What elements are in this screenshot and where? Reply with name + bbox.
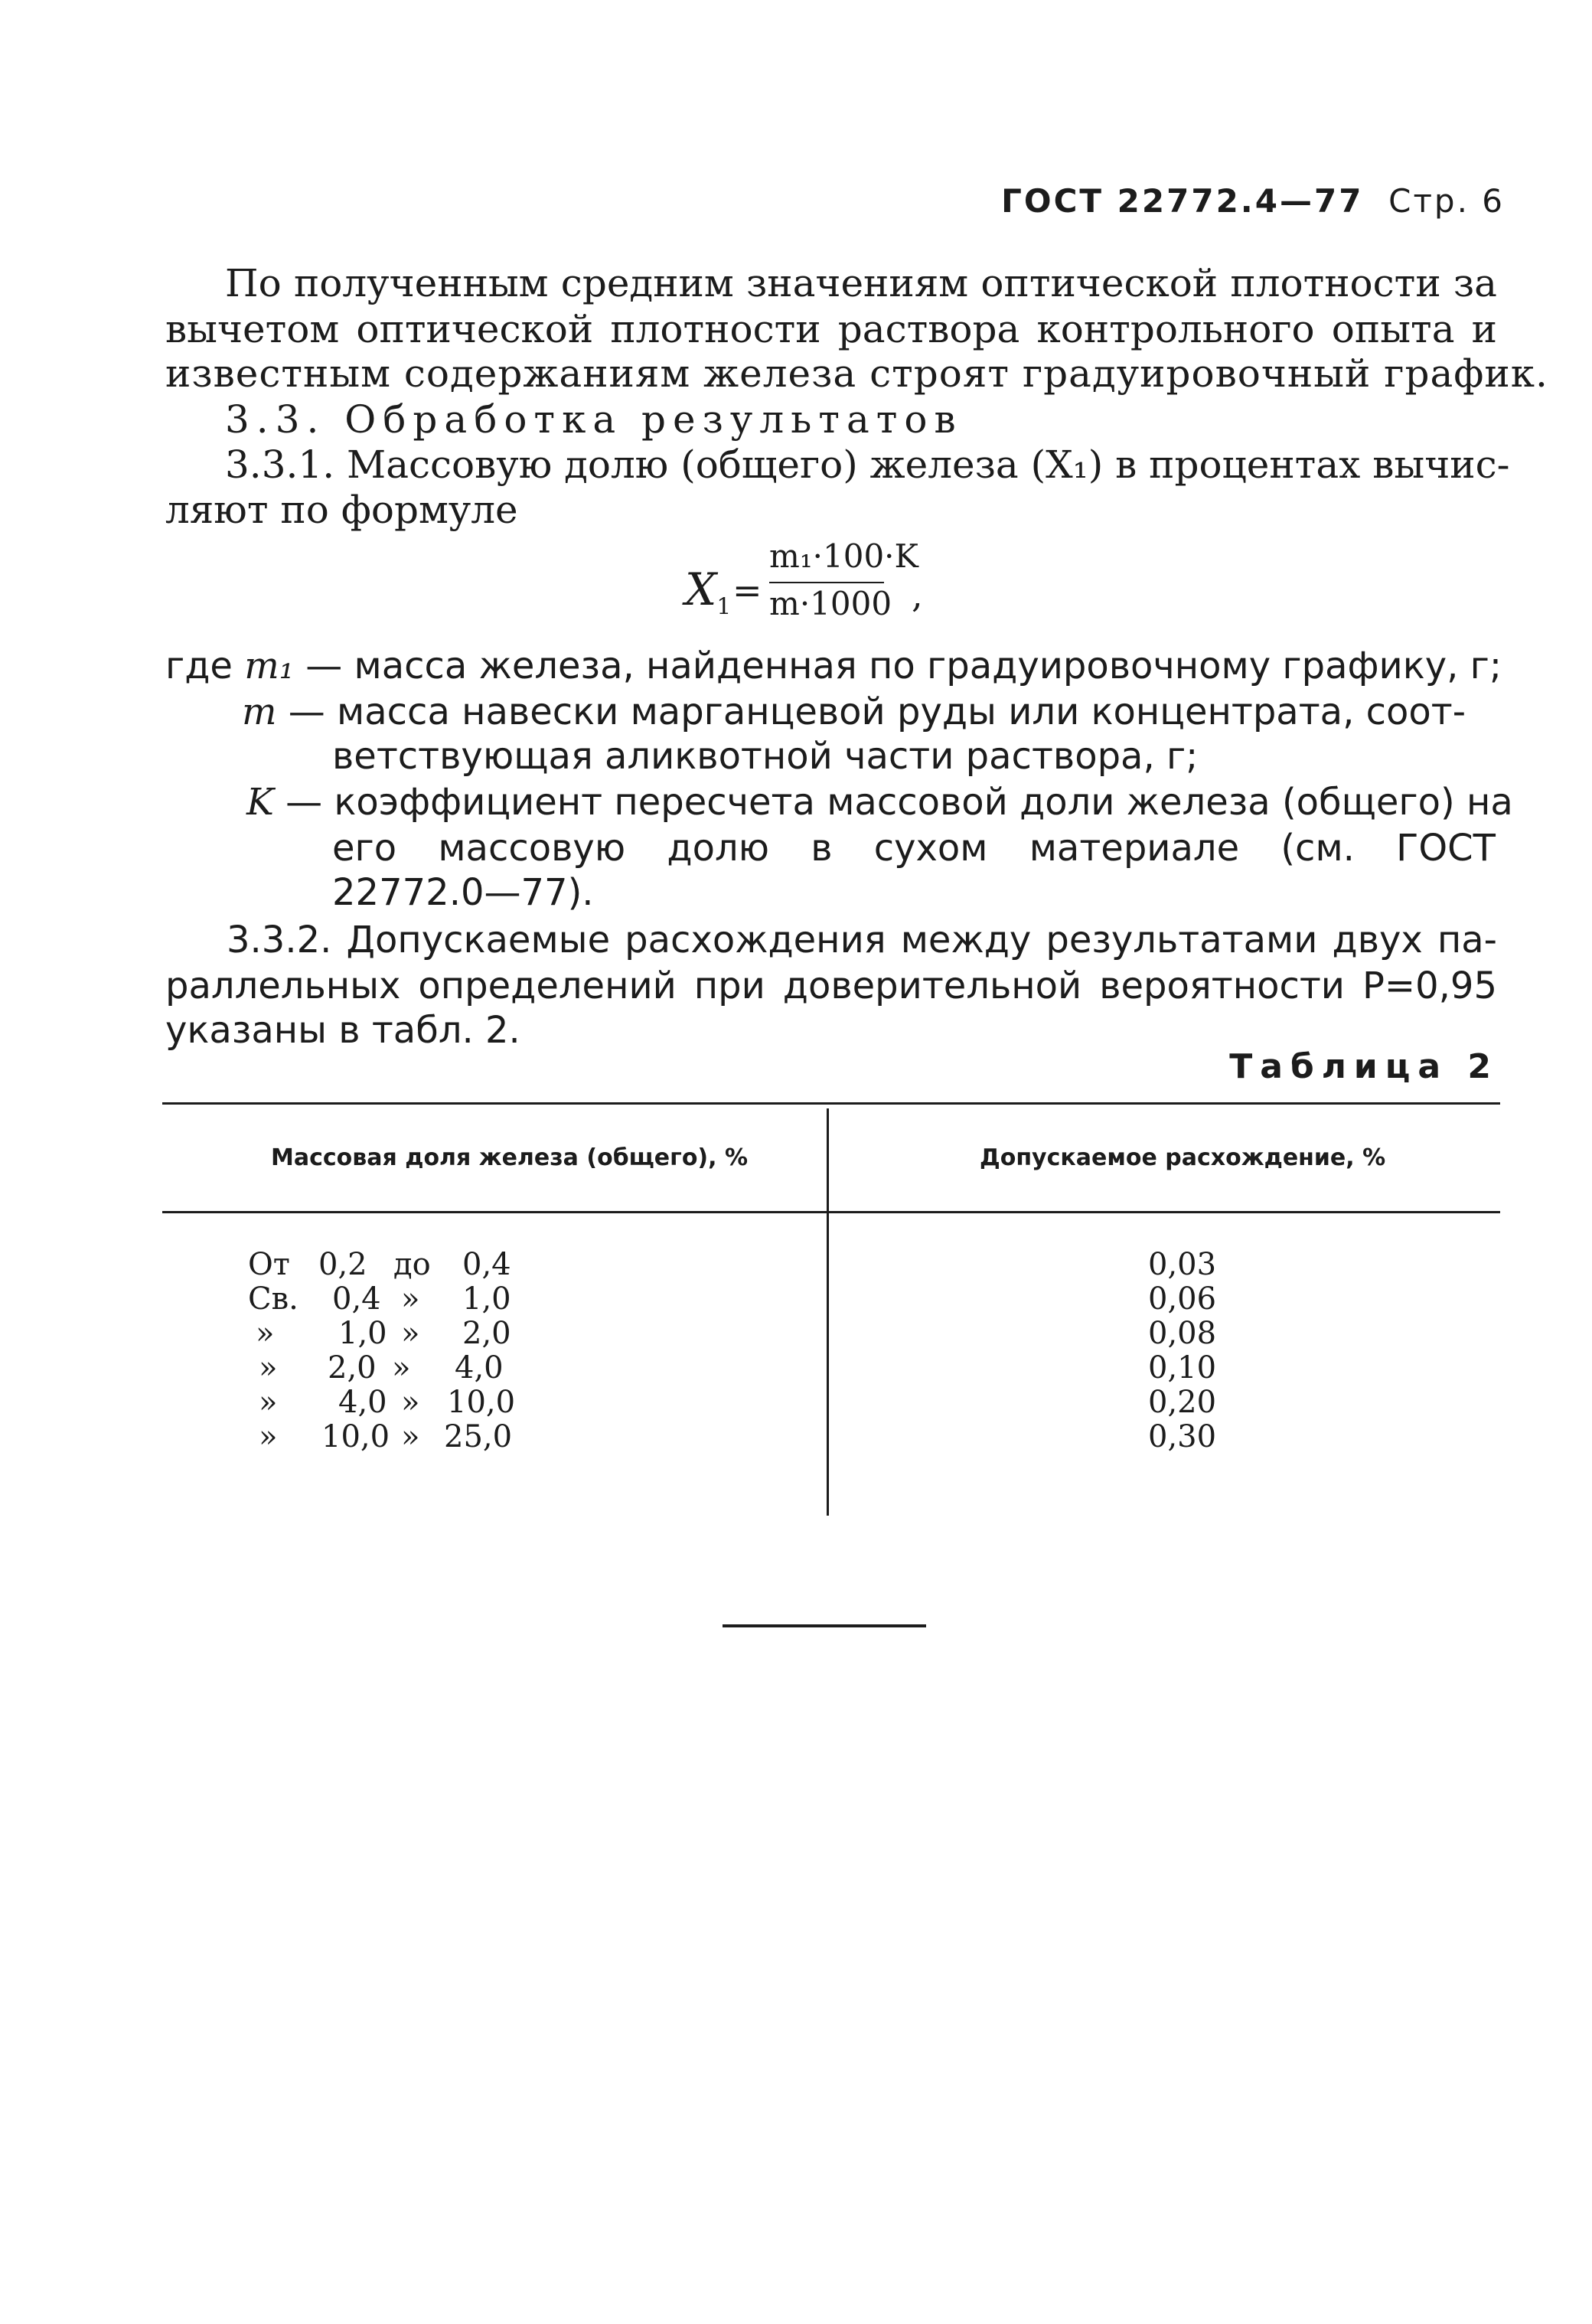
table-caption: Таблица 2 [1229,1047,1499,1086]
table-header-tolerance: Допускаемое расхождение, % [980,1144,1386,1171]
formula-denominator: m·1000 [769,585,892,622]
definition-symbol: m₁ [244,645,294,687]
clause-line: 3.3.2. Допускаемые расхождения между результатами двух па- [227,919,1497,961]
table-top-rule [162,1102,1500,1105]
formula-equals: = [732,570,762,611]
paragraph-line: известным содержаниям железа строят градуировочный график. [165,351,1548,396]
definition-item [246,779,1513,825]
definition-text: — масса железа, найденная по градуировочному графику, г; [305,645,1502,687]
clause-line: указаны в табл. 2. [165,1009,520,1052]
definition-symbol: m [242,690,277,733]
fraction-bar [769,582,884,583]
definition-symbol: K [246,781,274,824]
paragraph-line: По полученным средним значениям оптической плотности за [225,261,1497,305]
tolerance-value: 0,30 [1148,1419,1217,1454]
end-rule [723,1624,926,1627]
mass-fraction-formula [685,536,961,643]
definition-text: — масса навески марганцевой руды или концентрата, соот- [288,690,1466,733]
section-heading: 3.3. Обработка результатов [225,397,963,442]
formula-lhs: $X_1$ [685,563,732,621]
page-header [1001,182,1505,220]
definition-text: — коэффициент пересчета массовой доли железа (общего) на [285,781,1513,824]
page-number: Стр. 6 [1388,182,1505,220]
clause-line: раллельных определений при доверительной вероятности P=0,95 [165,965,1497,1007]
standard-number: ГОСТ 22772.4—77 [1001,182,1364,220]
definition-text: 22772.0—77). [332,871,594,914]
definition-intro: где [165,645,233,687]
definition-text: его массовую долю в сухом материале (см. ГОСТ [332,827,1496,870]
clause-line: 3.3.1. Массовую долю (общего) железа (X₁) в процентах вычис- [225,442,1510,487]
tolerance-value: 0,08 [1148,1316,1217,1351]
definition-text: ветствующая аликвотной части раствора, г; [332,735,1199,778]
table-header-rule [162,1211,1500,1213]
tolerance-value: 0,20 [1148,1385,1217,1420]
table-header-mass-fraction: Массовая доля железа (общего), % [271,1144,749,1171]
definition-item [165,643,1502,689]
definition-item [242,689,1466,735]
tolerance-value: 0,06 [1148,1281,1217,1317]
formula-comma: , [912,574,923,615]
clause-line: ляют по формуле [165,488,518,532]
table-column-divider [827,1108,829,1516]
tolerance-value: 0,10 [1148,1350,1217,1386]
formula-numerator: m₁·100·K [769,537,918,575]
paragraph-line: вычетом оптической плотности раствора контрольного опыта и [165,307,1497,351]
tolerance-value: 0,03 [1148,1247,1217,1282]
